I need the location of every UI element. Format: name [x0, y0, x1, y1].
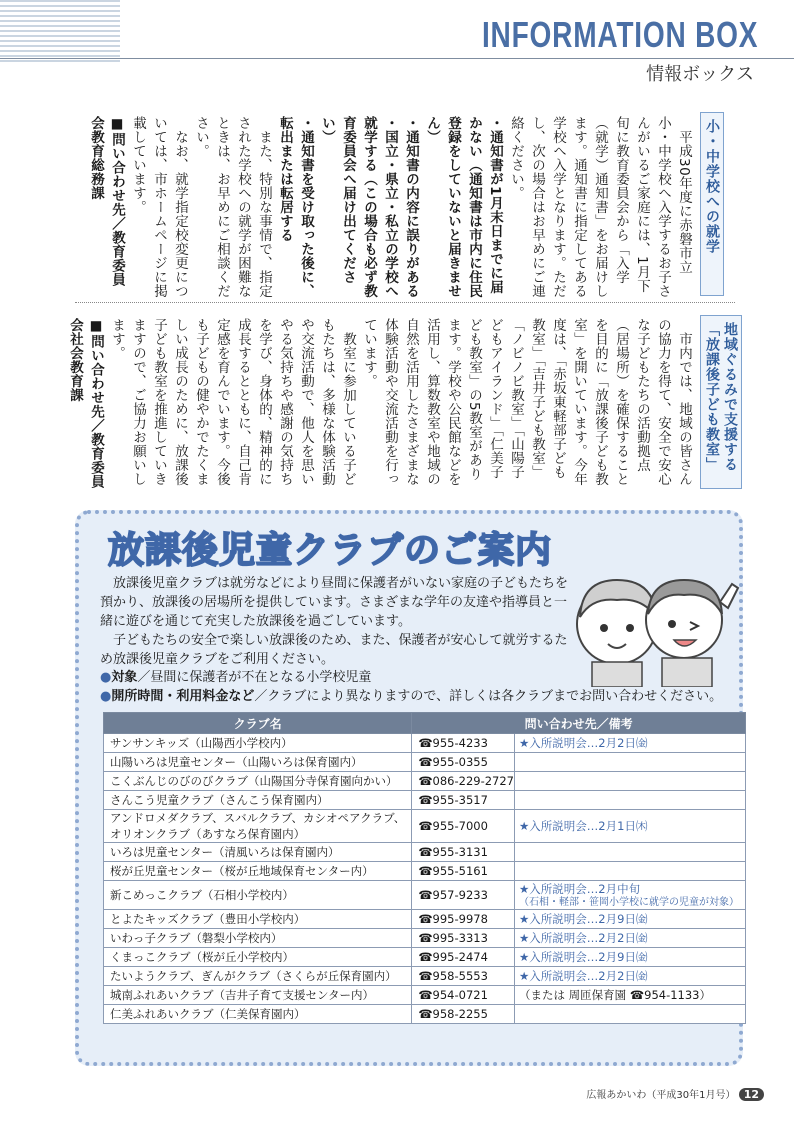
club-phone-cell: ☎955-0355	[412, 753, 515, 772]
table-row	[104, 843, 746, 862]
article2-para: 市内では、地域の皆さんの協力を得て、安全で安心な子どもたちの活動拠点（居場所）を確保することを目的に「放課後子ども教室」を開いています。今年度は、「赤坂東軽部子ども教室」「吉井子ども教室」「ノビノビ教室」「山陽子どもアイランド」「仁美子ども教室」の5教室があります。学校や公民館などを活用し、算数教室や地域の自然を活用したさまざまな体験活動や交流活動を行っています。	[361, 318, 692, 486]
table-row	[104, 967, 746, 986]
club-phone-cell: ☎955-5161	[412, 862, 515, 881]
club-intro-para: 子どもたちの安全で楽しい放課後のため、また、保護者が安心して就労するため放課後児童クラブをご利用ください。	[100, 633, 568, 667]
club-note-cell	[515, 929, 746, 948]
header-stripe-decoration	[0, 0, 120, 62]
article2-contact: ■問い合わせ先／教育委員会社会教育課	[67, 318, 104, 489]
club-name-cell	[104, 862, 412, 881]
page-number: 12	[739, 1088, 764, 1101]
club-table-body	[104, 734, 746, 1024]
table-row	[104, 948, 746, 967]
club-name-cell	[104, 810, 412, 843]
article-divider	[75, 302, 735, 303]
club-intro-para: 放課後児童クラブは就労などにより昼間に保護者がいない家庭の子どもたちを預かり、放課後の居場所を提供しています。さまざまな学年の友達や指導員と一緒に遊びを通じて充実した放課後を過ごしています。	[100, 576, 569, 629]
article1-bullet: ・通知書を受け取った後に、転出または転居する	[277, 116, 314, 298]
table-row	[104, 929, 746, 948]
target-text: ／昼間に保護者が不在となる小学校児童	[137, 670, 372, 685]
club-name: アンドロメダクラブ、スバルクラブ、カシオペアクラブ、	[110, 811, 406, 825]
club-note: ★入所説明会…2月2日㈮	[519, 969, 648, 983]
club-table	[103, 712, 746, 1024]
club-name-cell	[104, 843, 412, 862]
club-phone-cell: ☎954-0721	[412, 986, 515, 1005]
club-phone-cell: ☎995-9978	[412, 910, 515, 929]
section-title-ja: 情報ボックス	[646, 64, 754, 85]
table-row	[104, 753, 746, 772]
club-name-cell	[104, 772, 412, 791]
club-name-cell	[104, 753, 412, 772]
club-name-cell	[104, 791, 412, 810]
section-title-en: INFORMATION BOX	[481, 14, 758, 55]
table-row	[104, 862, 746, 881]
col-header-contact: 問い合わせ先／備考	[412, 713, 746, 734]
club-name-cell	[104, 986, 412, 1005]
club-phone-cell: ☎995-3313	[412, 929, 515, 948]
club-note-cell	[515, 862, 746, 881]
bullet-dot-icon: ●	[100, 689, 112, 704]
club-name: 桜が丘児童センター（桜が丘地域保育センター内）	[110, 864, 374, 878]
club-note-detail: （石相・軽部・笹岡小学校に就学の児童が対象）	[519, 897, 739, 908]
article2-heading: 地域ぐるみで支援する「放課後子ども教室」	[700, 315, 742, 489]
club-name-cell	[104, 910, 412, 929]
club-note-cell	[515, 772, 746, 791]
club-phone-cell: ☎958-2255	[412, 1005, 515, 1024]
club-name: 城南ふれあいクラブ（吉井子育て支援センター内）	[110, 988, 375, 1002]
col-header-club-name: クラブ名	[104, 713, 412, 734]
club-name: 山陽いろは児童センター（山陽いろは保育園内）	[110, 755, 363, 769]
club-note: ★入所説明会…2月9日㈮	[519, 950, 648, 964]
article1-bullet: ・通知書の内容に誤りがある	[403, 116, 419, 298]
article1-bullet: ・通知書が1月末日までに届かない（通知書は市内に住民登録をしていないと届きません）	[424, 116, 503, 298]
club-note-cell	[515, 810, 746, 843]
table-header-row	[104, 713, 746, 734]
club-note-cell	[515, 967, 746, 986]
club-note-cell	[515, 881, 746, 910]
club-phone-cell: ☎955-3517	[412, 791, 515, 810]
club-note-cell	[515, 910, 746, 929]
article2-body	[64, 318, 694, 490]
club-phone-cell: ☎995-2474	[412, 948, 515, 967]
club-note: ★入所説明会…2月中旬	[519, 882, 641, 896]
club-phone-cell: ☎955-4233	[412, 734, 515, 753]
club-name-cell	[104, 967, 412, 986]
club-phone-cell: ☎958-5553	[412, 967, 515, 986]
club-intro	[100, 574, 570, 669]
hours-text: ／クラブにより異なりますので、詳しくは各クラブまでお問い合わせください。	[254, 689, 723, 704]
header-rule	[0, 58, 794, 59]
club-note-cell	[515, 986, 746, 1005]
club-info-items	[100, 668, 723, 706]
club-name: 新こめっこクラブ（石相小学校内）	[110, 888, 294, 902]
club-name-line2: オリオンクラブ（あすなろ保育園内）	[110, 827, 306, 841]
club-name: サンサンキッズ（山陽西小学校内）	[110, 736, 293, 750]
club-phone-cell: ☎955-3131	[412, 843, 515, 862]
article1-para: なお、就学指定校変更については、市ホームページに掲載しています。	[130, 116, 188, 298]
club-note: ★入所説明会…2月2日㈮	[519, 931, 648, 945]
club-name: いろは児童センター（清風いろは保育園内）	[110, 845, 340, 859]
footer	[586, 1086, 764, 1101]
article1-body	[85, 116, 694, 298]
table-row	[104, 734, 746, 753]
club-name: とよたキッズクラブ（豊田小学校内）	[110, 912, 306, 926]
article1-para: 平成30年度に赤磐市立小・中学校へ入学するお子さんがいるご家庭には、1月下旬に教育委員会から「入学（就学）通知書」をお届けします。通知書に指定してある学校へ入学となります。ただし、次の場合はお早めにご連絡ください。	[508, 116, 692, 298]
club-note-cell	[515, 753, 746, 772]
club-note-cell	[515, 734, 746, 753]
table-row	[104, 810, 746, 843]
club-phone-cell: ☎955-7000	[412, 810, 515, 843]
club-note: （または 周匝保育園 ☎954-1133）	[519, 988, 712, 1002]
article1-para: また、特別な事情で、指定された学校への就学が困難なときは、お早めにご相談ください。	[193, 116, 272, 298]
target-label: 対象	[111, 670, 138, 685]
club-name: たいようクラブ、ぎんがクラブ（さくらが丘保育園内）	[110, 969, 397, 983]
club-note: ★入所説明会…2月1日㈭	[519, 819, 648, 833]
target-line	[100, 668, 720, 687]
club-note: ★入所説明会…2月2日㈮	[519, 736, 648, 750]
table-row	[104, 791, 746, 810]
club-note-cell	[515, 791, 746, 810]
table-row	[104, 986, 746, 1005]
club-note: ★入所説明会…2月9日㈮	[519, 912, 648, 926]
club-name: くまっこクラブ（桜が丘小学校内）	[110, 950, 294, 964]
club-note-cell	[515, 843, 746, 862]
hours-line	[100, 687, 723, 706]
club-name: いわっ子クラブ（磐梨小学校内）	[110, 931, 283, 945]
table-row	[104, 881, 746, 910]
club-name-cell	[104, 948, 412, 967]
club-note-cell	[515, 948, 746, 967]
table-row	[104, 772, 746, 791]
table-row	[104, 1005, 746, 1024]
table-row	[104, 910, 746, 929]
club-phone-cell: ☎957-9233	[412, 881, 515, 910]
club-name: さんこう児童クラブ（さんこう保育園内）	[110, 793, 329, 807]
club-name: こくぶんじのびのびクラブ（山陽国分寺保育園向かい）	[110, 774, 398, 788]
club-name: 仁美ふれあいクラブ（仁美保育園内）	[110, 1007, 306, 1021]
bullet-dot-icon: ●	[100, 670, 112, 685]
club-name-cell	[104, 734, 412, 753]
article1-heading: 小・中学校への就学	[700, 112, 724, 296]
article2-para: 教室に参加している子どもたちは、多様な体験活動や交流活動で、他人を思いやる気持ちや感謝の気持ちを学び、身体的、精神的に成長するとともに、自己肯定感を育んでいます。今後も子どもの健やかでたくましい成長のために、放課後子ども教室を推進していきますので、ご協力お願いします。	[109, 318, 356, 486]
club-title: 放課後児童クラブのご案内	[108, 530, 553, 571]
article1-bullet: ・国立・県立・私立の学校へ就学する（この場合も必ず教育委員会へ届け出てください）	[319, 116, 398, 298]
club-name-cell	[104, 929, 412, 948]
club-phone-cell: ☎086-229-2727	[412, 772, 515, 791]
club-name-cell	[104, 1005, 412, 1024]
club-note-cell	[515, 1005, 746, 1024]
article1-contact: ■問い合わせ先／教育委員会教育総務課	[88, 116, 125, 287]
footer-text: 広報あかいわ（平成30年1月号）	[586, 1090, 736, 1101]
club-name-cell	[104, 881, 412, 910]
hours-label: 開所時間・利用料金など	[111, 689, 255, 704]
